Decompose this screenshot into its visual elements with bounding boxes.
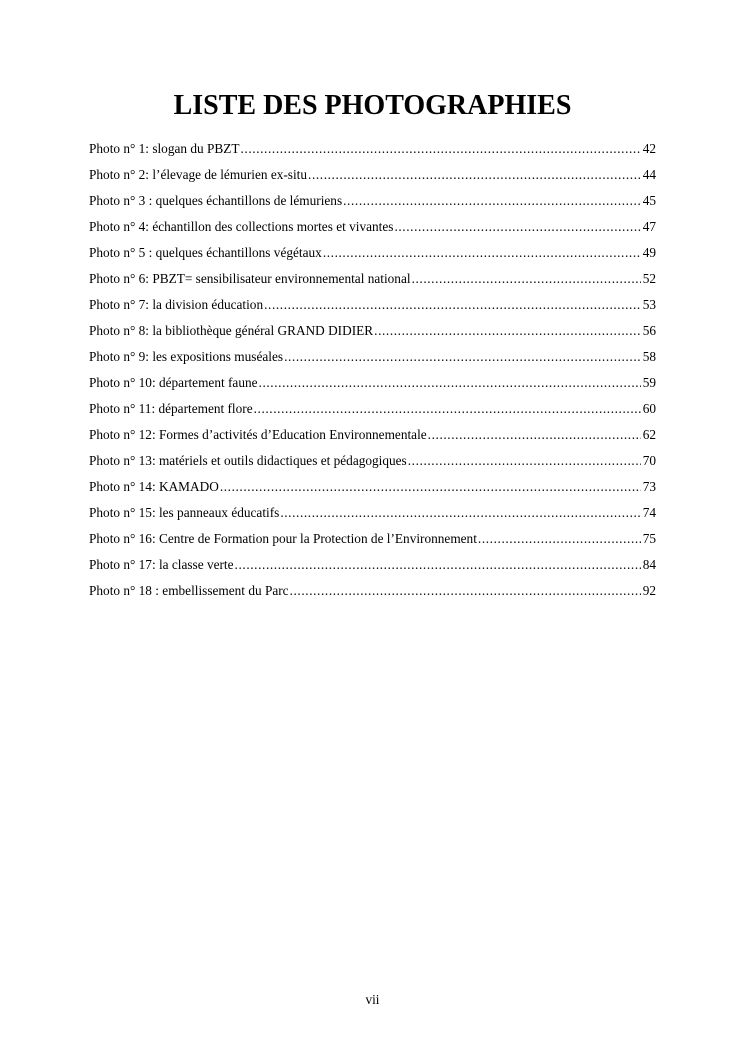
toc-dot-leader [308,165,641,185]
toc-entry[interactable] [89,191,656,217]
page-title: LISTE DES PHOTOGRAPHIES [173,90,572,121]
toc-entry-page: 49 [642,245,656,260]
toc-entry-page: 47 [642,219,656,234]
toc-entry-page: 44 [642,167,656,182]
toc-dot-leader [235,555,641,575]
toc-entry-label: Photo n° 13: matériels et outils didactiques et pédagogiques [89,453,407,468]
toc-dot-leader [374,321,641,341]
toc-entry-page: 74 [642,505,656,520]
toc-entry-page: 42 [642,141,656,156]
toc-entry-label: Photo n° 14: KAMADO [89,479,219,494]
toc-entry[interactable] [89,581,656,607]
toc-dot-leader [343,191,641,211]
toc-entry-page: 70 [642,453,656,468]
toc-dot-leader [323,243,641,263]
toc-entry[interactable] [89,425,656,451]
toc-entry-label: Photo n° 5 : quelques échantillons végétaux [89,245,322,260]
toc-entry[interactable] [89,503,656,529]
page-number: vii [365,992,380,1007]
toc-entry[interactable] [89,347,656,373]
toc-dot-leader [284,347,641,367]
toc-dot-leader [259,373,641,393]
toc-entry[interactable] [89,399,656,425]
toc-entry-label: Photo n° 4: échantillon des collections mortes et vivantes [89,219,394,234]
toc-dot-leader [408,451,641,471]
toc-entry-label: Photo n° 10: département faune [89,375,258,390]
toc-entry[interactable] [89,165,656,191]
toc-dot-leader [394,217,640,237]
toc-entry-page: 92 [642,583,656,598]
toc-entry[interactable] [89,529,656,555]
toc-entry-page: 45 [642,193,656,208]
toc-entry-page: 60 [642,401,656,416]
toc-entry-page: 53 [642,297,656,312]
toc-dot-leader [290,581,641,601]
toc-entry[interactable] [89,217,656,243]
toc-dot-leader [428,425,641,445]
toc-entry-page: 59 [642,375,656,390]
toc-dot-leader [478,529,641,549]
photo-list [89,139,656,607]
toc-entry[interactable] [89,555,656,581]
toc-entry-label: Photo n° 18 : embellissement du Parc [89,583,289,598]
toc-entry-page: 58 [642,349,656,364]
toc-entry-label: Photo n° 8: la bibliothèque général GRAND DIDIER [89,323,374,338]
toc-dot-leader [264,295,641,315]
toc-entry[interactable] [89,477,656,503]
toc-dot-leader [254,399,641,419]
toc-entry-label: Photo n° 12: Formes d’activités d’Education Environnementale [89,427,427,442]
toc-entry[interactable] [89,321,656,347]
toc-entry[interactable] [89,269,656,295]
toc-entry-label: Photo n° 2: l’élevage de lémurien ex-situ [89,167,308,182]
toc-entry-label: Photo n° 17: la classe verte [89,557,234,572]
toc-entry-label: Photo n° 16: Centre de Formation pour la Protection de l’Environnement [89,531,477,546]
toc-entry[interactable] [89,243,656,269]
toc-entry-page: 73 [642,479,656,494]
toc-entry-label: Photo n° 1: slogan du PBZT [89,141,240,156]
toc-dot-leader [220,477,641,497]
toc-entry[interactable] [89,295,656,321]
toc-dot-leader [280,503,640,523]
toc-entry-label: Photo n° 3 : quelques échantillons de lémuriens [89,193,343,208]
toc-entry-label: Photo n° 6: PBZT= sensibilisateur environnemental national [89,271,411,286]
toc-dot-leader [412,269,641,289]
toc-entry-label: Photo n° 7: la division éducation [89,297,264,312]
toc-dot-leader [241,139,641,159]
toc-entry-label: Photo n° 9: les expositions muséales [89,349,284,364]
toc-entry[interactable] [89,139,656,165]
toc-entry[interactable] [89,451,656,477]
toc-entry-page: 56 [642,323,656,338]
toc-entry-label: Photo n° 15: les panneaux éducatifs [89,505,280,520]
toc-entry-page: 84 [642,557,656,572]
toc-entry-page: 62 [642,427,656,442]
toc-entry-page: 75 [642,531,656,546]
toc-entry-label: Photo n° 11: département flore [89,401,253,416]
toc-entry-page: 52 [642,271,656,286]
toc-entry[interactable] [89,373,656,399]
